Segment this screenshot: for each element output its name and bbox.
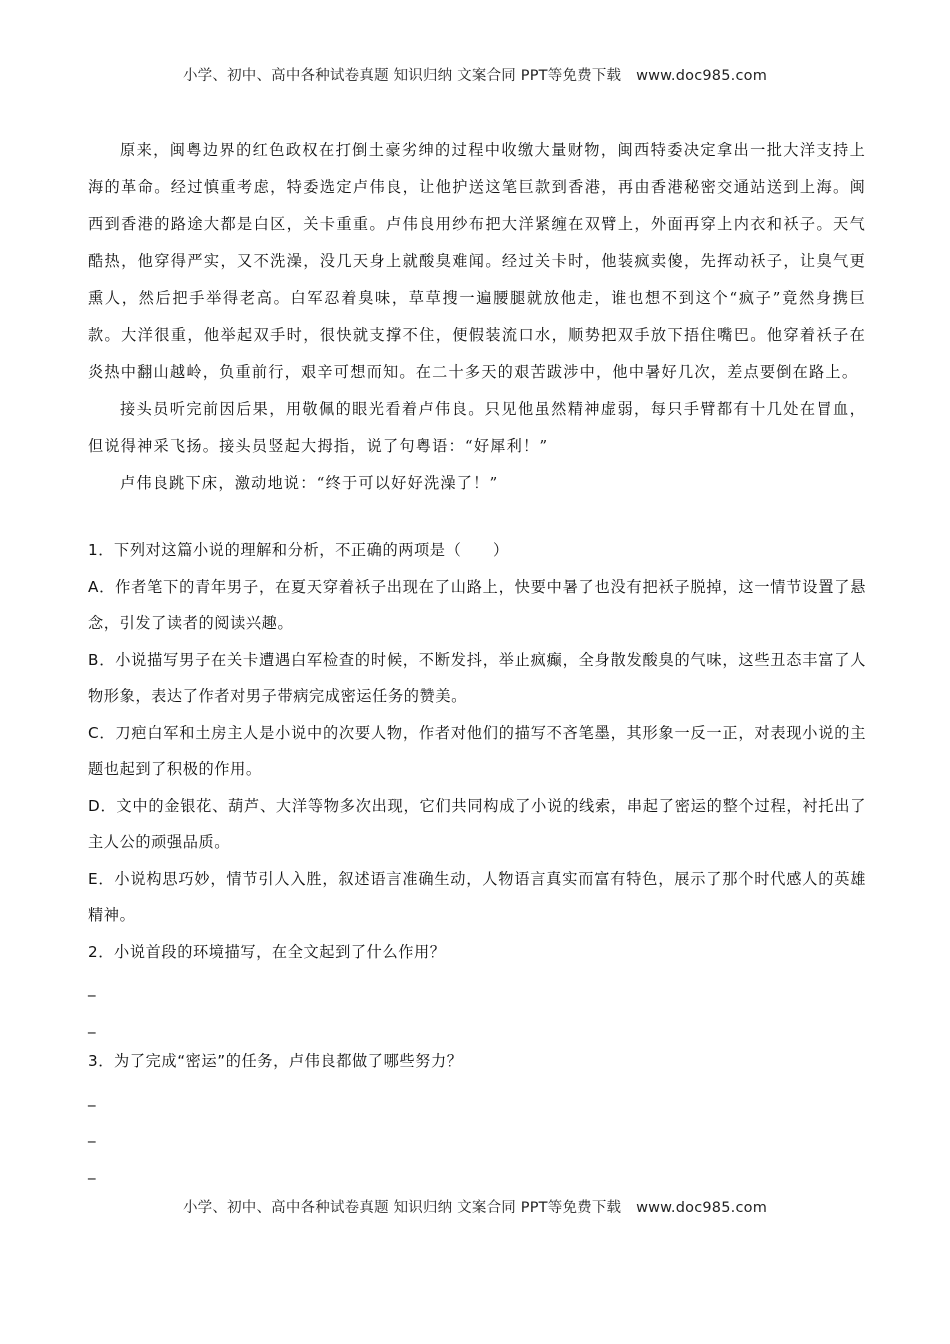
story-paragraph: 接头员听完前因后果，用敬佩的眼光看着卢伟良。只见他虽然精神虚弱，每只手臂都有十几处在冒血，但说得神采飞扬。接头员竖起大拇指，说了句粤语：“好犀利！”: [88, 400, 866, 455]
questions-section: [88, 532, 866, 1189]
question-1-option-a: A．作者笔下的青年男子，在夏天穿着袄子出现在了山路上，快要中暑了也没有把袄子脱掉，这一情节设置了悬念，引发了读者的阅读兴趣。: [88, 577, 866, 632]
answer-blank: _: [88, 1015, 96, 1034]
story-paragraph: 原来，闽粤边界的红色政权在打倒土豪劣绅的过程中收缴大量财物，闽西特委决定拿出一批大洋支持上海的革命。经过慎重考虑，特委选定卢伟良，让他护送这笔巨款到香港，再由香港秘密交通站送到上海。闽西到香港的路途大都是白区，关卡重重。卢伟良用纱布把大洋紧缠在双臂上，外面再穿上内衣和袄子。天气酷热，他穿得严实，又不洗澡，没几天身上就酸臭难闻。经过关卡时，他装疯卖傻，先挥动袄子，让臭气更熏人，然后把手举得老高。白军忍着臭味，草草搜一遍腰腿就放他走，谁也想不到这个“疯子”竟然身携巨款。大洋很重，他举起双手时，很快就支撑不住，便假装流口水，顺势把双手放下捂住嘴巴。他穿着袄子在炎热中翻山越岭，负重前行，艰辛可想而知。在二十多天的艰苦跋涉中，他中暑好几次，差点要倒在路上。: [88, 141, 866, 381]
question-1-option-c: C．刀疤白军和土房主人是小说中的次要人物，作者对他们的描写不吝笔墨，其形象一反一正，对表现小说的主题也起到了积极的作用。: [88, 723, 866, 778]
footer-text: 小学、初中、高中各种试卷真题 知识归纳 文案合同 PPT等免费下载: [182, 1200, 622, 1216]
page-header: [0, 64, 950, 85]
page-footer: [0, 1196, 950, 1217]
question-1-option-b: B．小说描写男子在关卡遭遇白军检查的时候，不断发抖，举止疯癫，全身散发酸臭的气味，这些丑态丰富了人物形象，表达了作者对男子带病完成密运任务的赞美。: [88, 650, 866, 705]
story-paragraph: 卢伟良跳下床，激动地说：“终于可以好好洗澡了！”: [120, 474, 499, 492]
answer-blank: _: [88, 979, 96, 997]
question-3-stem: 3．为了完成“密运”的任务，卢伟良都做了哪些努力？: [88, 1052, 463, 1070]
question-1-option-d: D．文中的金银花、葫芦、大洋等物多次出现，它们共同构成了小说的线索，串起了密运的整个过程，衬托出了主人公的顽强品质。: [88, 796, 866, 851]
answer-blank: _: [88, 1161, 96, 1180]
story-excerpt: [88, 132, 866, 502]
answer-blank: _: [88, 1088, 96, 1107]
answer-blank: _: [88, 1125, 96, 1143]
question-1-option-e: E．小说构思巧妙，情节引人入胜，叙述语言准确生动，人物语言真实而富有特色，展示了那个时代感人的英雄精神。: [88, 869, 866, 924]
question-2-stem: 2．小说首段的环境描写，在全文起到了什么作用？: [88, 942, 446, 961]
header-text: 小学、初中、高中各种试卷真题 知识归纳 文案合同 PPT等免费下载: [182, 68, 622, 84]
question-1-stem: 1．下列对这篇小说的理解和分析，不正确的两项是（ ）: [88, 541, 509, 559]
footer-url[interactable]: www.doc985.com: [636, 1200, 768, 1216]
header-url[interactable]: www.doc985.com: [636, 68, 768, 84]
